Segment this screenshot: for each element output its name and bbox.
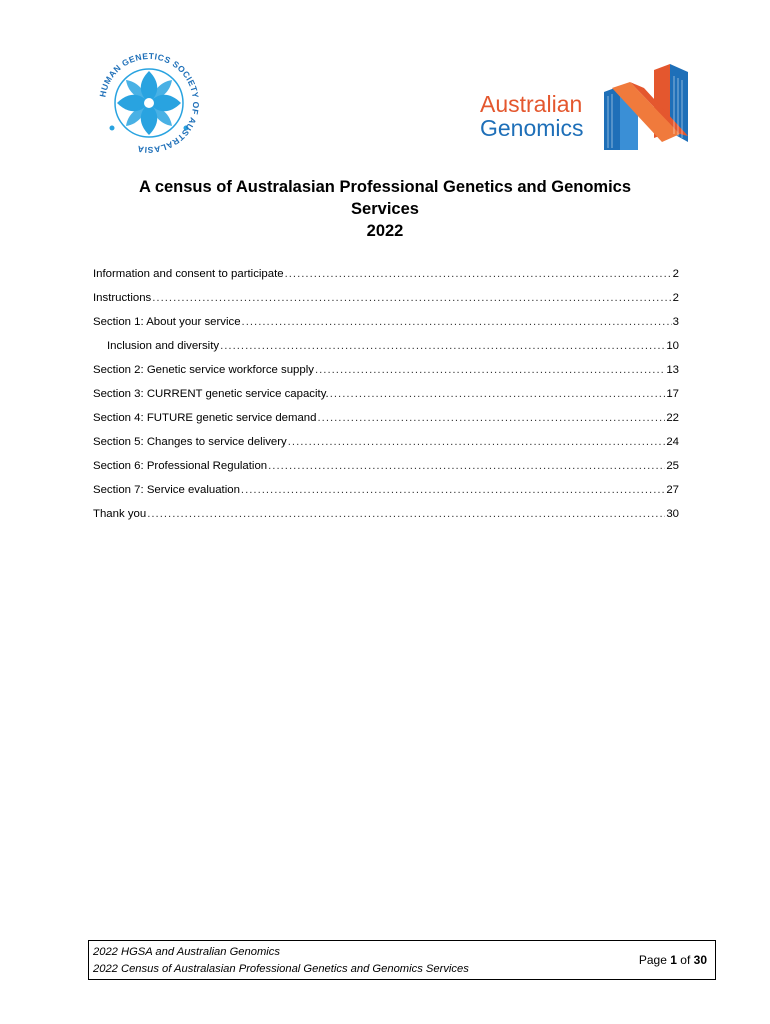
toc-entry-page: 10 [666, 340, 679, 352]
toc-entry-label: Inclusion and diversity [107, 340, 220, 352]
toc-entry-page: 25 [666, 460, 679, 472]
title-line-1: A census of Australasian Professional Genetics and Genomics [138, 178, 632, 196]
toc-entry-label: Section 3: CURRENT genetic service capacity. [93, 388, 329, 400]
toc-leader-dots [330, 382, 666, 406]
toc-leader-dots [147, 502, 665, 526]
ag-logo-line2: Genomics [480, 115, 584, 141]
toc-leader-dots [288, 430, 666, 454]
footer-line-1: 2022 HGSA and Australian Genomics [93, 946, 280, 958]
toc-entry-label: Section 1: About your service [93, 316, 241, 328]
toc-entry-page: 3 [672, 316, 679, 328]
toc-entry-section-3[interactable] [93, 382, 679, 406]
table-of-contents [93, 262, 679, 526]
hgsa-logo [98, 52, 200, 154]
toc-entry-page: 17 [666, 388, 679, 400]
toc-leader-dots [220, 334, 665, 358]
toc-entry-label: Section 6: Professional Regulation [93, 460, 268, 472]
hgsa-logo-graphic [98, 52, 200, 154]
toc-entry-label: Information and consent to participate [93, 268, 284, 280]
page-footer [88, 940, 716, 980]
footer-line-2: 2022 Census of Australasian Professional Genetics and Genomics Services [93, 963, 469, 975]
ag-logo-line1: Australian [480, 91, 583, 117]
document-title [60, 176, 710, 242]
toc-entry-label: Section 7: Service evaluation [93, 484, 240, 496]
toc-entry-label: Section 5: Changes to service delivery [93, 436, 287, 448]
toc-entry-section-1[interactable] [93, 310, 679, 334]
ag-logo-wordmark [480, 92, 584, 140]
toc-leader-dots [317, 406, 665, 430]
toc-entry-section-7[interactable] [93, 478, 679, 502]
toc-entry-inclusion-diversity[interactable] [93, 334, 679, 358]
australian-genomics-logo [480, 62, 700, 154]
toc-entry-information[interactable] [93, 262, 679, 286]
toc-entry-thank-you[interactable] [93, 502, 679, 526]
toc-entry-page: 13 [666, 364, 679, 376]
toc-entry-section-2[interactable] [93, 358, 679, 382]
toc-entry-section-5[interactable] [93, 430, 679, 454]
toc-entry-page: 2 [672, 268, 679, 280]
page-number [639, 952, 707, 968]
toc-leader-dots [268, 454, 665, 478]
page-number-current: 1 [670, 953, 677, 967]
toc-entry-label: Section 4: FUTURE genetic service demand [93, 412, 317, 424]
title-line-3: 2022 [366, 222, 404, 240]
toc-entry-page: 30 [666, 508, 679, 520]
toc-entry-label: Instructions [93, 292, 152, 304]
toc-leader-dots [242, 310, 672, 334]
page-number-total: 30 [693, 953, 707, 967]
footer-text [93, 944, 469, 978]
hgsa-logo-text: HUMAN GENETICS SOCIETY F AUSTRALASIA [98, 52, 200, 154]
toc-entry-page: 24 [666, 436, 679, 448]
toc-entry-label: Section 2: Genetic service workforce supply [93, 364, 314, 376]
toc-entry-label: Thank you [93, 508, 147, 520]
toc-entry-instructions[interactable] [93, 286, 679, 310]
toc-entry-page: 22 [666, 412, 679, 424]
toc-leader-dots [315, 358, 665, 382]
toc-entry-page: 2 [672, 292, 679, 304]
toc-entry-section-4[interactable] [93, 406, 679, 430]
ag-logo-mark-icon [598, 62, 698, 154]
page-number-of: of [680, 953, 691, 967]
toc-entry-page: 27 [666, 484, 679, 496]
toc-entry-section-6[interactable] [93, 454, 679, 478]
toc-leader-dots [285, 262, 672, 286]
toc-leader-dots [241, 478, 665, 502]
title-line-2: Services [351, 200, 419, 218]
page-number-prefix: Page [638, 953, 667, 967]
toc-leader-dots [152, 286, 671, 310]
